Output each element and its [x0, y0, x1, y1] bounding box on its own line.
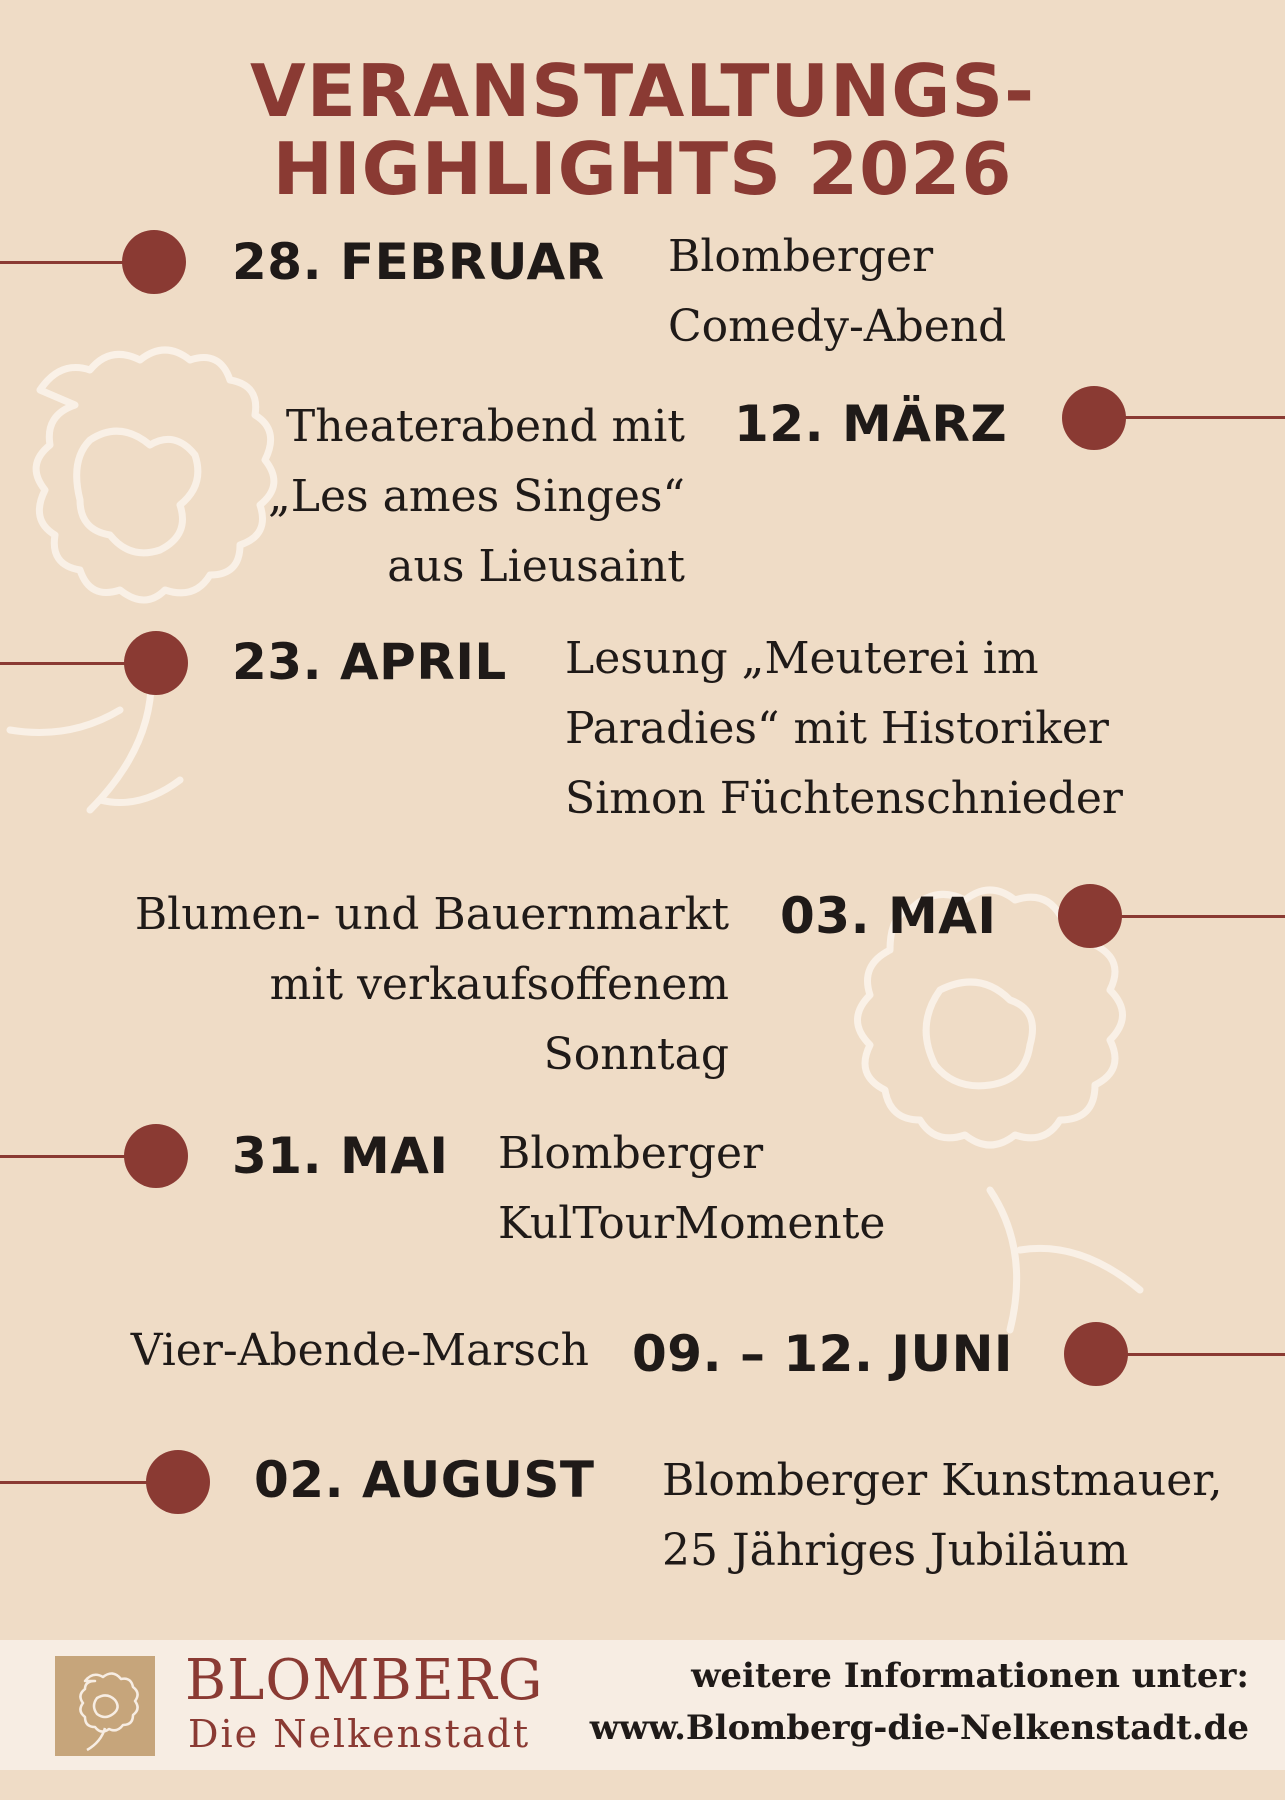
timeline-line: [1100, 915, 1285, 918]
event-description-line: Sonntag: [543, 1029, 729, 1080]
timeline-line: [0, 261, 130, 264]
event-description: [662, 1446, 1222, 1586]
timeline-dot: [122, 230, 186, 294]
timeline-dot: [1064, 1322, 1128, 1386]
poster-title: [0, 49, 1285, 211]
event-description: [131, 1316, 589, 1386]
event-description: [268, 392, 685, 602]
event-date: 28. FEBRUAR: [232, 233, 605, 291]
event-description-line: KulTourMomente: [498, 1198, 886, 1249]
event-description-line: Blumen- und Bauernmarkt: [134, 889, 729, 940]
event-date: 02. AUGUST: [254, 1451, 595, 1509]
event-description-line: Blomberger Kunstmauer,: [662, 1455, 1223, 1506]
event-description: [135, 880, 729, 1090]
footer: [0, 1640, 1285, 1770]
info-label: weitere Informationen unter:: [691, 1656, 1249, 1696]
brand-name: BLOMBERG: [185, 1648, 544, 1713]
event-date: 23. APRIL: [232, 633, 507, 691]
title-line-2: HIGHLIGHTS 2026: [272, 127, 1013, 211]
event-description-line: „Les ames Singes“: [267, 471, 685, 522]
event-date: 31. MAI: [232, 1127, 449, 1185]
timeline-dot: [1062, 386, 1126, 450]
event-description: [565, 624, 1123, 834]
event-description-line: Blomberger: [668, 231, 934, 282]
event-date: 03. MAI: [780, 887, 997, 945]
timeline-line: [0, 1155, 130, 1158]
event-description: [668, 222, 1006, 362]
title-line-1: VERANSTALTUNGS-: [249, 49, 1036, 133]
event-date: 09. – 12. JUNI: [632, 1325, 1014, 1383]
event-description-line: Theaterabend mit: [285, 401, 685, 452]
timeline-dot: [124, 1124, 188, 1188]
event-description-line: Vier-Abende-Marsch: [130, 1325, 589, 1376]
logo: [55, 1656, 155, 1756]
event-description-line: 25 Jähriges Jubiläum: [662, 1525, 1129, 1576]
event-description-line: Blomberger: [498, 1128, 764, 1179]
timeline-dot: [1058, 884, 1122, 948]
event-description-line: Paradies“ mit Historiker: [565, 703, 1109, 754]
timeline-dot: [146, 1450, 210, 1514]
brand-tagline: Die Nelkenstadt: [188, 1712, 531, 1756]
carnation-icon: [55, 1656, 155, 1756]
event-description-line: Comedy-Abend: [668, 301, 1007, 352]
event-description-line: Lesung „Meuterei im: [565, 633, 1039, 684]
timeline-line: [0, 1481, 152, 1484]
timeline-dot: [124, 631, 188, 695]
event-description-line: mit verkaufsoffenem: [269, 959, 729, 1010]
event-description: [498, 1119, 885, 1259]
timeline-line: [1100, 416, 1285, 419]
event-description-line: aus Lieusaint: [387, 541, 685, 592]
event-date: 12. MÄRZ: [734, 395, 1008, 453]
info-url[interactable]: www.Blomberg-die-Nelkenstadt.de: [589, 1708, 1249, 1748]
event-description-line: Simon Füchtenschnieder: [565, 773, 1123, 824]
timeline-line: [0, 662, 130, 665]
